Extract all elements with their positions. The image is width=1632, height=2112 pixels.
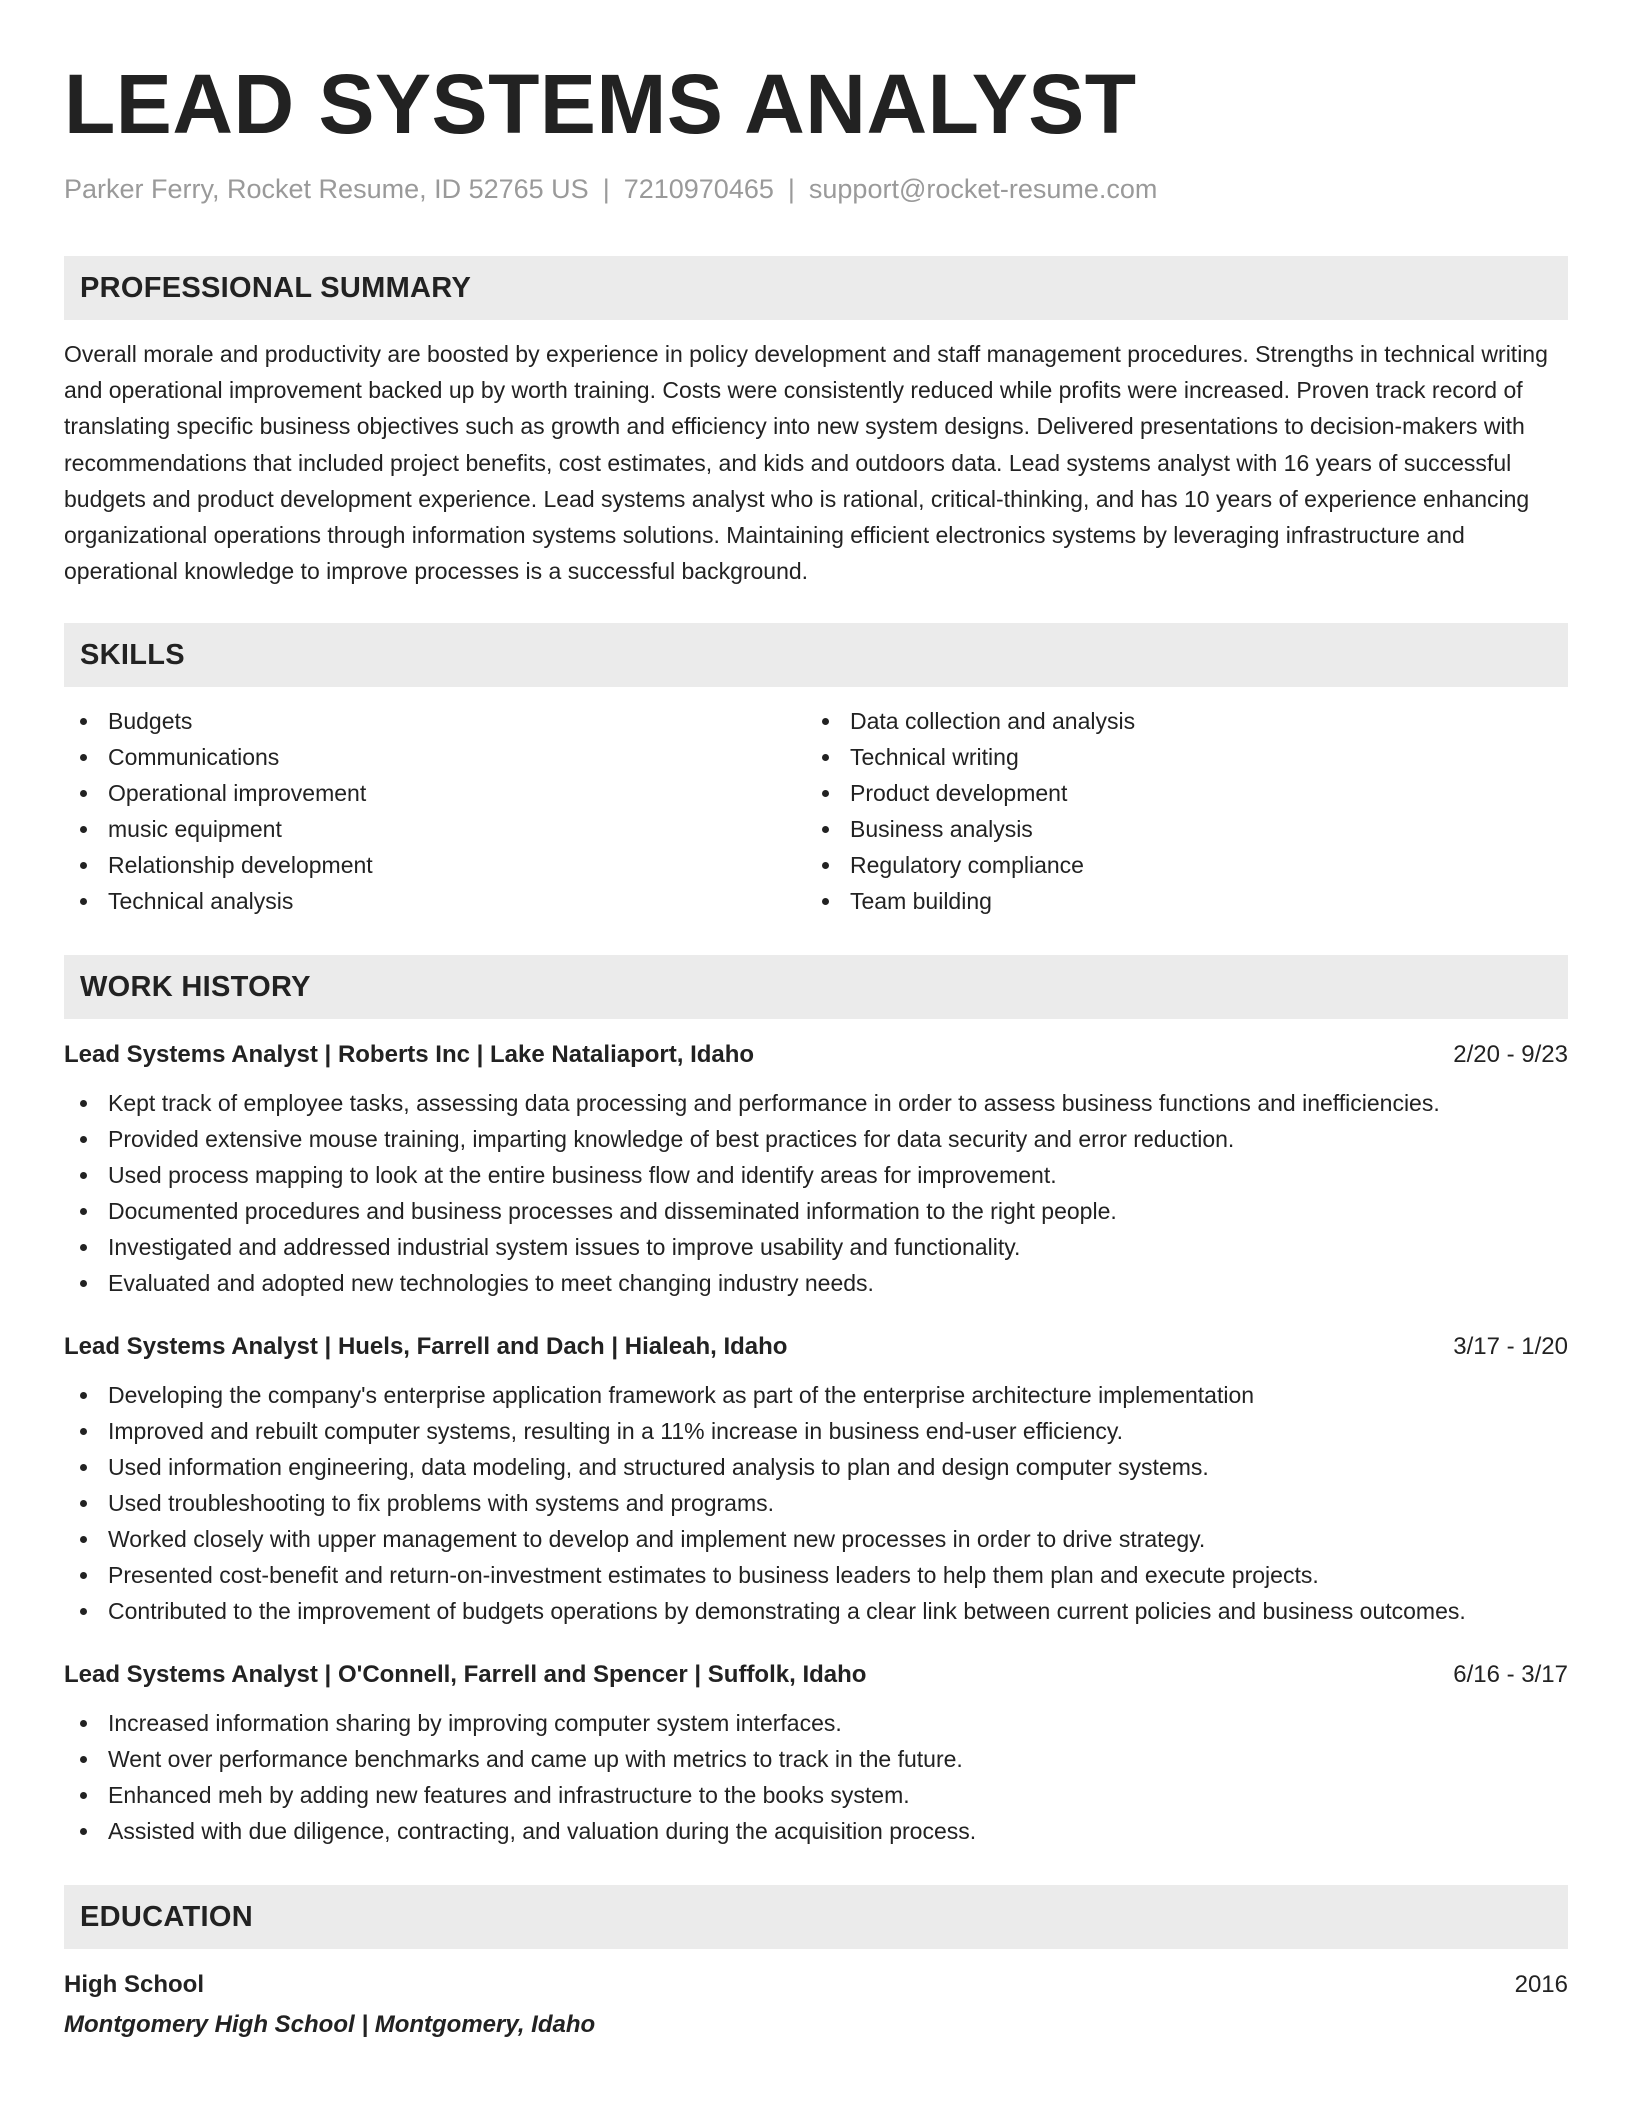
education-header bbox=[64, 1969, 1568, 2001]
job-entry bbox=[64, 1039, 1568, 1301]
skills-column-left bbox=[64, 703, 806, 919]
contact-separator: | bbox=[787, 174, 795, 204]
summary-section-header bbox=[64, 256, 1568, 320]
summary-section-title: PROFESSIONAL SUMMARY bbox=[80, 271, 472, 304]
skill-item: Regulatory compliance bbox=[806, 847, 1548, 883]
skill-item: Business analysis bbox=[806, 811, 1548, 847]
contact-phone: 7210970465 bbox=[623, 174, 774, 204]
skills-section-header bbox=[64, 623, 1568, 687]
job-dates: 3/17 - 1/20 bbox=[1453, 1333, 1568, 1361]
job-dates: 2/20 - 9/23 bbox=[1453, 1041, 1568, 1069]
job-bullet: Evaluated and adopted new technologies to meet changing industry needs. bbox=[64, 1265, 1568, 1301]
education-section-title: EDUCATION bbox=[80, 1900, 253, 1933]
job-bullet: Documented procedures and business processes and disseminated information to the right people. bbox=[64, 1193, 1568, 1229]
job-bullet: Used troubleshooting to fix problems with systems and programs. bbox=[64, 1485, 1568, 1521]
resume-page bbox=[64, 0, 1568, 2041]
education-entry bbox=[64, 1969, 1568, 2041]
summary-text: Overall morale and productivity are boosted by experience in policy development and staff management procedures. Strengths in technical writing and operational improvement backed up by worth training. Costs were consistently reduced while profits were increased. Proven track record of translating specific business objectives such as growth and efficiency into new system designs. Delivered presentations to decision-makers with recommendations that included project benefits, cost estimates, and kids and outdoors data. Lead systems analyst with 16 years of successful budgets and product development experience. Lead systems analyst who is rational, critical-thinking, and has 10 years of experience enhancing organizational operations through information systems solutions. Maintaining efficient electronics systems by leveraging infrastructure and operational knowledge to improve processes is a successful background. bbox=[64, 341, 1548, 585]
skills-grid bbox=[64, 703, 1568, 919]
skill-item: Budgets bbox=[64, 703, 806, 739]
job-header bbox=[64, 1659, 1568, 1691]
job-entry bbox=[64, 1659, 1568, 1849]
contact-email: support@rocket-resume.com bbox=[808, 174, 1158, 204]
contact-separator: | bbox=[602, 174, 610, 204]
job-heading: Lead Systems Analyst | O'Connell, Farrell and Spencer | Suffolk, Idaho bbox=[64, 1661, 867, 1689]
skill-item: Relationship development bbox=[64, 847, 806, 883]
job-dates: 6/16 - 3/17 bbox=[1453, 1661, 1568, 1689]
skills-list-right bbox=[806, 703, 1548, 919]
job-bullet: Presented cost-benefit and return-on-investment estimates to business leaders to help them plan and execute projects. bbox=[64, 1557, 1568, 1593]
job-bullet: Developing the company's enterprise application framework as part of the enterprise architecture implementation bbox=[64, 1377, 1568, 1413]
job-header bbox=[64, 1331, 1568, 1363]
skill-item: Technical writing bbox=[806, 739, 1548, 775]
job-bullet: Enhanced meh by adding new features and infrastructure to the books system. bbox=[64, 1777, 1568, 1813]
job-bullet: Contributed to the improvement of budgets operations by demonstrating a clear link between current policies and business outcomes. bbox=[64, 1593, 1568, 1629]
work-section-header bbox=[64, 955, 1568, 1019]
job-bullet: Assisted with due diligence, contracting, and valuation during the acquisition process. bbox=[64, 1813, 1568, 1849]
contact-address: Parker Ferry, Rocket Resume, ID 52765 US bbox=[64, 174, 589, 204]
job-heading: Lead Systems Analyst | Huels, Farrell and Dach | Hialeah, Idaho bbox=[64, 1333, 788, 1361]
job-entry bbox=[64, 1331, 1568, 1629]
job-bullet: Used information engineering, data modeling, and structured analysis to plan and design computer systems. bbox=[64, 1449, 1568, 1485]
job-bullet: Improved and rebuilt computer systems, resulting in a 11% increase in business end-user efficiency. bbox=[64, 1413, 1568, 1449]
skill-item: music equipment bbox=[64, 811, 806, 847]
job-bullet: Provided extensive mouse training, imparting knowledge of best practices for data security and error reduction. bbox=[64, 1121, 1568, 1157]
job-bullet: Investigated and addressed industrial system issues to improve usability and functionality. bbox=[64, 1229, 1568, 1265]
skills-column-right bbox=[806, 703, 1548, 919]
contact-line bbox=[64, 172, 1568, 206]
job-header bbox=[64, 1039, 1568, 1071]
education-school: Montgomery High School | Montgomery, Idaho bbox=[64, 2011, 596, 2039]
job-bullet: Went over performance benchmarks and came up with metrics to track in the future. bbox=[64, 1741, 1568, 1777]
education-year: 2016 bbox=[1514, 1971, 1568, 1999]
job-bullets bbox=[64, 1085, 1568, 1301]
skill-item: Team building bbox=[806, 883, 1548, 919]
job-bullets bbox=[64, 1377, 1568, 1629]
skill-item: Communications bbox=[64, 739, 806, 775]
skills-section-title: SKILLS bbox=[80, 638, 185, 671]
job-heading: Lead Systems Analyst | Roberts Inc | Lake Nataliaport, Idaho bbox=[64, 1041, 755, 1069]
education-degree: High School bbox=[64, 1971, 204, 1999]
job-bullet: Used process mapping to look at the entire business flow and identify areas for improvement. bbox=[64, 1157, 1568, 1193]
job-bullet: Kept track of employee tasks, assessing data processing and performance in order to assess business functions and inefficiencies. bbox=[64, 1085, 1568, 1121]
skill-item: Technical analysis bbox=[64, 883, 806, 919]
skill-item: Product development bbox=[806, 775, 1548, 811]
education-section-header bbox=[64, 1885, 1568, 1949]
job-bullets bbox=[64, 1705, 1568, 1849]
resume-name: LEAD SYSTEMS ANALYST bbox=[64, 57, 1137, 151]
job-bullet: Worked closely with upper management to develop and implement new processes in order to drive strategy. bbox=[64, 1521, 1568, 1557]
skill-item: Operational improvement bbox=[64, 775, 806, 811]
job-bullet: Increased information sharing by improving computer system interfaces. bbox=[64, 1705, 1568, 1741]
skill-item: Data collection and analysis bbox=[806, 703, 1548, 739]
work-section-title: WORK HISTORY bbox=[80, 970, 311, 1003]
skills-list-left bbox=[64, 703, 806, 919]
